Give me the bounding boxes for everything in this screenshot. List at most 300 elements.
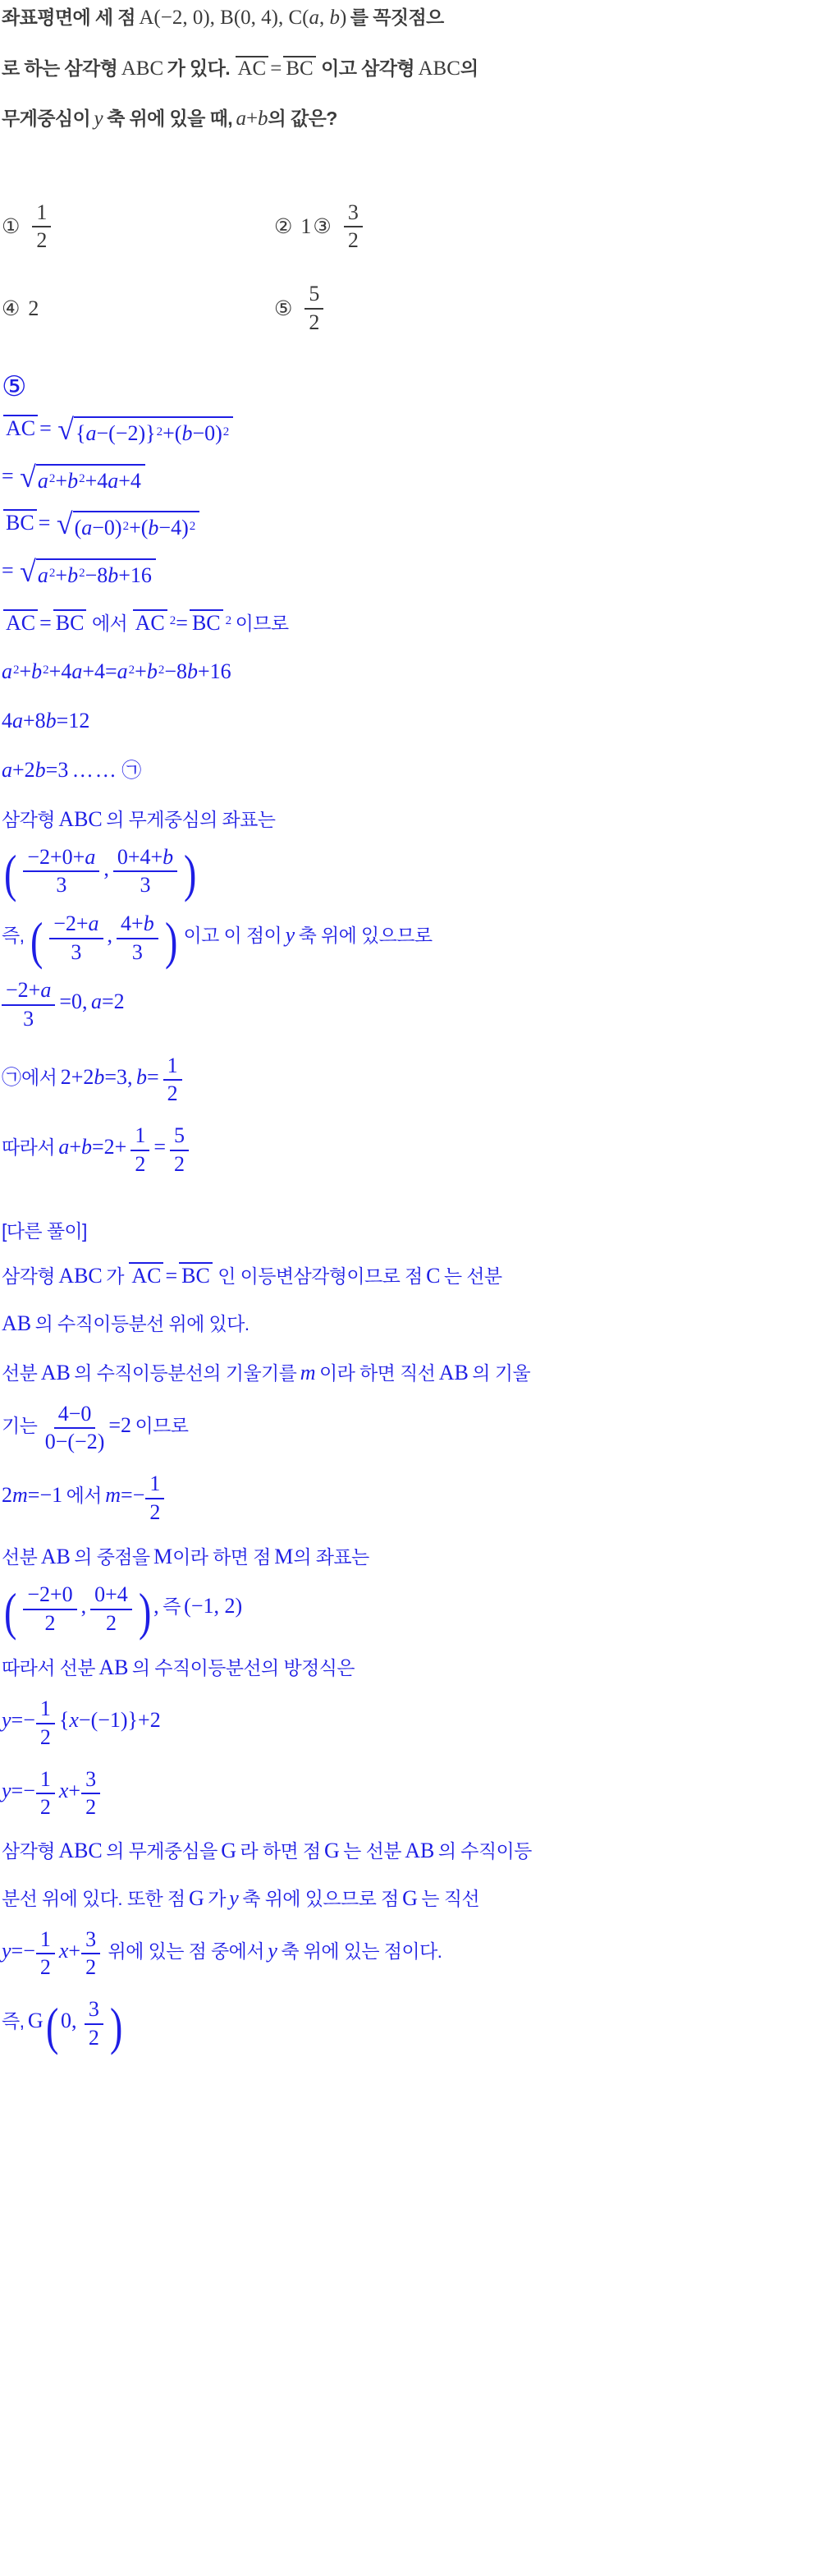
answer-marker-line (2, 373, 812, 402)
text: =−1 (27, 1482, 63, 1507)
exponent: 2 (222, 425, 230, 439)
alt-midpoint-coords: ( $\frac{-2+0}{2}$ , $\frac{0+4}{2}$ ) , 즉 (−1, 2) (3, 1582, 243, 1641)
exponent: 2 (13, 664, 20, 677)
choice-3 (313, 200, 366, 254)
eq-expanded (2, 658, 812, 686)
numerator (113, 845, 177, 873)
text: 의 무게중심의 좌표는 (106, 808, 276, 830)
text: ) (340, 7, 347, 29)
text: 선분 (2, 1361, 38, 1384)
math-var-a: a (12, 709, 23, 733)
overline-segment-ac: AC (3, 415, 38, 439)
text: =0, (59, 990, 88, 1014)
overline-segment-bc: BC (3, 509, 37, 534)
math-var-g: G (402, 1885, 418, 1910)
text: [다른 풀이] (2, 1220, 87, 1242)
text: 2 (2, 1482, 12, 1507)
plus-sign: + (69, 1134, 81, 1159)
alt-line-eq-slope-intercept (2, 1767, 812, 1821)
exponent: 2 (43, 664, 49, 677)
denominator: 2 (105, 1610, 117, 1635)
text: 이라 하면 직선 (318, 1361, 436, 1384)
math-var-a: a (58, 1134, 70, 1159)
fraction (49, 911, 103, 965)
text: −2+ (6, 978, 41, 1003)
text: 에서 (66, 1484, 102, 1506)
text: 로 하는 삼각형 (2, 57, 118, 79)
denominator: 2 (167, 1081, 178, 1106)
text: 따라서 (2, 1136, 55, 1158)
square-root (20, 554, 156, 590)
text: =2 (101, 990, 125, 1014)
text: ( (74, 516, 82, 540)
text: , (319, 7, 330, 29)
eq-4a-8b (2, 707, 812, 735)
math-var-a: a (81, 516, 93, 540)
text: 좌표평면에 세 점 (2, 7, 135, 28)
radicand (36, 558, 156, 590)
math-var-a: a (2, 758, 12, 782)
math-var-b: b (146, 659, 158, 684)
denominator: 3 (140, 873, 151, 898)
numerator (23, 845, 99, 873)
exponent: 2 (122, 519, 130, 533)
plus-sign: + (68, 1938, 81, 1963)
text: +4= (82, 659, 117, 684)
choice-marker: ⑤ (274, 296, 293, 320)
fraction (36, 1927, 55, 1981)
math-var-a: a (37, 562, 48, 587)
alt-slope-eq (2, 1402, 812, 1455)
radical-sign: √ (57, 412, 75, 446)
exponent: 2 (48, 567, 56, 581)
alt-midpoint-intro (2, 1543, 812, 1571)
centroid-simplified: 즉, ( $\frac{-2+a}{3}$ , $\frac{4+b}{3}$ ) 이고 이 점이 y 축 위에 있으므로 (2, 911, 433, 970)
math-var-m: m (12, 1482, 28, 1507)
centroid-intro (2, 806, 812, 833)
ref-marker: ㉠ (121, 760, 142, 782)
overline-segment-bc: BC (53, 609, 87, 634)
math-var-a: a (108, 468, 119, 493)
eq-bc-simplified (2, 554, 812, 590)
denominator: 2 (85, 1795, 97, 1820)
numerator: 5 (170, 1123, 189, 1151)
numerator: 1 (130, 1123, 149, 1151)
text: +( (129, 516, 149, 540)
text: 의 좌표는 (293, 1546, 369, 1568)
eq-a-2b (2, 756, 812, 784)
fraction (85, 1997, 103, 2050)
fraction (23, 1582, 76, 1636)
text: 에서 (91, 612, 128, 634)
comma: , (107, 922, 113, 947)
math-var-b: b (45, 709, 57, 733)
text: 위에 있는 점 중에서 (108, 1940, 264, 1962)
text: =3, (104, 1064, 133, 1089)
math-point: (−1, 2) (184, 1593, 243, 1618)
fraction (32, 200, 51, 254)
text: 축 위에 있는 점이다. (281, 1940, 442, 1962)
math-abc: ABC (58, 1264, 103, 1288)
text: 의 값은? (268, 108, 337, 129)
overline-segment-bc: BC (179, 1262, 213, 1287)
numerator: 1 (145, 1472, 164, 1499)
text: 가 (106, 1265, 124, 1288)
denominator: 3 (71, 939, 82, 964)
fraction (163, 1054, 182, 1107)
plus-sign: + (68, 1778, 81, 1802)
equals-sign: = (39, 610, 52, 635)
text: 이므로 (235, 612, 289, 634)
text: 의 수직이등분선의 방정식은 (131, 1657, 355, 1679)
text: 는 직선 (421, 1887, 479, 1909)
denominator: 0−(−2) (44, 1430, 105, 1454)
choice-marker: ③ (313, 215, 332, 239)
text: 의 기울 (472, 1361, 530, 1384)
text: + (135, 659, 147, 684)
math-var-b: b (181, 420, 193, 445)
eq-x-coord-zero (2, 978, 812, 1031)
math-var-x: x (69, 1708, 79, 1733)
eq-ac-distance (2, 412, 812, 448)
text: −4) (158, 516, 189, 540)
text: =− (11, 1938, 35, 1963)
text: −(−2)} (96, 420, 156, 445)
equals-sign: = (2, 463, 14, 488)
math-ab: AB (2, 1311, 32, 1335)
text: 삼각형 (2, 808, 55, 830)
math-var-b: b (148, 516, 159, 540)
overline-segment-bc: BC (283, 56, 315, 80)
radical-sign: √ (20, 554, 36, 588)
numerator (2, 978, 55, 1006)
math-var-b: b (187, 659, 199, 684)
text: 가 (208, 1887, 226, 1909)
text: −8 (164, 659, 188, 684)
eq-bc-distance (2, 509, 812, 542)
text: 이고 이 점이 (183, 924, 282, 946)
fraction (45, 1402, 105, 1455)
math-var-m: m (300, 1360, 316, 1384)
fraction (81, 1767, 100, 1821)
comma: , (80, 1593, 87, 1618)
math-var-b: b (136, 1064, 147, 1089)
numerator: 1 (36, 1697, 55, 1724)
text: 4 (2, 709, 12, 733)
numerator: 3 (81, 1767, 100, 1795)
alt-line-3 (2, 1359, 812, 1387)
answer-choices (2, 200, 812, 336)
math-var-y: y (2, 1708, 11, 1733)
fraction (81, 1927, 100, 1981)
comma: , (153, 1593, 159, 1618)
text: −2+0+ (27, 844, 85, 869)
denominator: 2 (39, 1955, 51, 1980)
math-var-a: a (88, 911, 99, 935)
math-var-y: y (229, 1885, 239, 1910)
math-ab: AB (40, 1545, 71, 1569)
fraction (23, 845, 99, 898)
fraction (113, 845, 177, 898)
text: { (76, 420, 86, 445)
eq-final-answer (2, 1123, 812, 1177)
fraction (130, 1123, 149, 1177)
ref-marker: ㉠ (2, 1066, 21, 1089)
radicand (36, 464, 145, 495)
exponent: 2 (189, 519, 196, 533)
text: =12 (56, 709, 90, 733)
text: 이고 삼각형 (321, 57, 415, 79)
text: +16 (198, 659, 231, 684)
text: +16 (118, 562, 152, 587)
fraction (304, 282, 323, 335)
text: 는 선분 (443, 1265, 502, 1288)
text: + (55, 562, 68, 587)
math-var-c: C (426, 1264, 441, 1288)
denominator: 2 (39, 1724, 51, 1749)
text: 즉 (163, 1595, 181, 1617)
equals-sign: = (270, 57, 282, 80)
math-var-a: a (236, 108, 246, 130)
math-var-a: a (37, 468, 48, 493)
math-abc: ABC (58, 806, 103, 831)
text: 가 있다. (167, 57, 231, 79)
equals-sign: = (147, 1064, 159, 1089)
math-ab: AB (438, 1360, 469, 1384)
math-var-y: y (2, 1778, 11, 1802)
equals-sign: = (2, 558, 14, 582)
text: 는 선분 (343, 1839, 401, 1862)
choice-1 (2, 200, 274, 254)
math-var-y: y (285, 922, 295, 947)
choice-value: 1 (300, 214, 312, 239)
text: +2 (12, 758, 35, 782)
alt-solution-header (2, 1219, 812, 1244)
choice-5 (274, 282, 327, 335)
text: 4+ (121, 911, 144, 935)
math-var-a: a (85, 844, 96, 869)
math-var-b: b (329, 7, 341, 29)
text: −0) (192, 420, 222, 445)
text: 0, (60, 2008, 77, 2032)
solution (2, 371, 812, 2055)
math-var-a: a (85, 420, 97, 445)
numerator: 1 (36, 1927, 55, 1955)
choice-value: 2 (28, 296, 39, 320)
equals-sign: = (39, 416, 52, 440)
alt-conclusion-line (2, 1927, 812, 1981)
math-abc: ABC (58, 1838, 103, 1862)
math-abc: ABC (121, 57, 164, 80)
exponent: 2 (48, 472, 56, 486)
text: −2+ (53, 911, 89, 935)
alt-perp-slope-eq (2, 1472, 812, 1525)
exponent: 2 (79, 472, 85, 486)
problem-line-1 (2, 5, 812, 32)
math-ab: AB (40, 1360, 71, 1384)
text: 의 수직이등 (437, 1839, 532, 1862)
math-var-m: m (105, 1482, 121, 1507)
text: 축 위에 있으므로 점 (242, 1887, 399, 1909)
text: −8 (85, 562, 108, 587)
text: −(−1)}+2 (78, 1708, 161, 1733)
text: 선분 (2, 1546, 38, 1568)
numerator: 4−0 (54, 1402, 96, 1430)
text: 인 이등변삼각형이므로 점 (217, 1265, 423, 1288)
numerator: 1 (36, 1767, 55, 1795)
text: 의 수직이등분선의 기울기를 (74, 1361, 297, 1384)
exponent: 2 (158, 664, 165, 677)
denominator: 2 (135, 1151, 146, 1176)
text: 즉, (2, 924, 25, 946)
text: =2+ (91, 1134, 127, 1159)
numerator (117, 911, 158, 939)
denominator: 2 (149, 1499, 161, 1524)
square-root (56, 507, 199, 542)
math-points: A(−2, 0), B(0, 4), C( (139, 7, 309, 29)
text: 에서 (21, 1066, 57, 1088)
math-abc: ABC (418, 57, 460, 80)
text: −0) (92, 516, 122, 540)
text: 이므로 (135, 1414, 189, 1436)
math-var-y: y (268, 1938, 277, 1963)
plus-sign: + (245, 108, 259, 130)
overline-segment-ac: AC (236, 56, 269, 80)
choice-2 (274, 214, 311, 239)
exponent: 2 (169, 614, 176, 628)
text: 축 위에 있을 때, (107, 108, 232, 129)
text: +4 (85, 468, 108, 493)
exponent: 2 (128, 664, 135, 677)
eq-ac-equals-bc (2, 609, 812, 637)
text: 축 위에 있으므로 (298, 924, 433, 946)
alt-centroid-g-line-1 (2, 1837, 812, 1865)
radicand (73, 511, 200, 542)
math-var-b: b (108, 562, 119, 587)
numerator: 3 (85, 1997, 103, 2025)
text: 를 꼭짓점으 (350, 7, 444, 28)
choice-marker: ② (274, 215, 293, 239)
fraction (2, 978, 55, 1031)
choice-4 (2, 296, 274, 321)
text: 분선 위에 있다. 또한 점 (2, 1887, 185, 1909)
numerator: 5 (304, 282, 323, 310)
denominator: 3 (131, 939, 143, 964)
text: 이라 하면 점 (172, 1546, 271, 1568)
numerator: 0+4 (90, 1582, 132, 1610)
math-var-g: G (323, 1838, 340, 1862)
math-var-b: b (31, 659, 43, 684)
text: +8 (23, 709, 46, 733)
text: + (19, 659, 32, 684)
text: +4 (118, 468, 141, 493)
centroid-coordinates: ( $\frac{-2+0+a}{3}$ , $\frac{0+4+b}{3}$ ) (3, 844, 197, 903)
text: + (55, 468, 68, 493)
text: 의 수직이등분선 위에 있다. (34, 1313, 250, 1334)
alt-perp-bisector-intro (2, 1654, 812, 1682)
denominator: 2 (85, 1955, 97, 1980)
choices-row-1 (2, 200, 812, 254)
math-var-g: G (27, 2008, 43, 2032)
overline-segment-ac: AC (133, 609, 167, 634)
denominator: 2 (309, 310, 320, 334)
denominator: 2 (88, 2025, 99, 2050)
text: 라 하면 점 (240, 1839, 321, 1862)
text: +( (163, 420, 182, 445)
fraction (344, 200, 363, 254)
math-var-a: a (71, 659, 83, 684)
math-var-x: x (58, 1938, 69, 1963)
square-root (57, 412, 233, 448)
exponent: 2 (79, 567, 85, 581)
math-var-M: M (153, 1545, 173, 1569)
alt-line-eq-point-slope (2, 1697, 812, 1750)
numerator: −2+0 (23, 1582, 76, 1610)
equals-sign: = (176, 610, 188, 635)
choices-row-2 (2, 282, 812, 335)
math-var-b: b (163, 844, 174, 869)
equals-sign: = (38, 511, 51, 535)
eq-ac-simplified (2, 462, 812, 495)
math-var-a: a (40, 978, 52, 1003)
equals-sign: = (153, 1134, 166, 1159)
text: 기는 (2, 1414, 38, 1436)
text: { (58, 1708, 70, 1733)
eq-solve-b (2, 1054, 812, 1107)
equals-sign: = (165, 1264, 178, 1288)
math-ab: AB (405, 1838, 435, 1862)
overline-segment-ac: AC (3, 609, 38, 634)
fraction (36, 1697, 55, 1750)
text: =3 (45, 758, 69, 782)
denominator: 2 (44, 1610, 56, 1635)
numerator: 3 (344, 200, 363, 228)
answer-marker: ⑤ (2, 371, 27, 403)
math-var-y: y (2, 1938, 11, 1963)
text: 의 (460, 57, 478, 79)
math-var-b: b (34, 758, 46, 782)
choice-marker: ① (2, 215, 21, 239)
math-var-b: b (80, 1134, 92, 1159)
math-var-g: G (221, 1838, 236, 1862)
problem-statement (2, 5, 812, 133)
text: 즉, (2, 2009, 25, 2032)
alt-line-2 (2, 1310, 812, 1338)
square-root (20, 460, 145, 495)
fraction (117, 911, 158, 965)
math-var-a: a (309, 7, 320, 29)
denominator: 2 (36, 228, 48, 253)
numerator: 1 (32, 200, 51, 228)
math-var-a: a (90, 990, 102, 1014)
denominator: 2 (347, 228, 359, 253)
text: 2+2 (60, 1064, 94, 1089)
denominator: 3 (23, 1006, 34, 1031)
radicand (74, 416, 233, 448)
math-var-b: b (67, 562, 79, 587)
overline-segment-bc: BC (190, 609, 223, 634)
text: 무게중심이 (2, 108, 91, 129)
problem-line-2 (2, 56, 812, 83)
text: +4 (48, 659, 72, 684)
text: =− (121, 1482, 145, 1507)
denominator: 3 (56, 873, 67, 898)
fraction (145, 1472, 164, 1525)
text: 따라서 선분 (2, 1657, 95, 1679)
comma: , (103, 856, 109, 880)
math-var-b: b (258, 108, 268, 130)
choice-marker: ④ (2, 296, 21, 320)
